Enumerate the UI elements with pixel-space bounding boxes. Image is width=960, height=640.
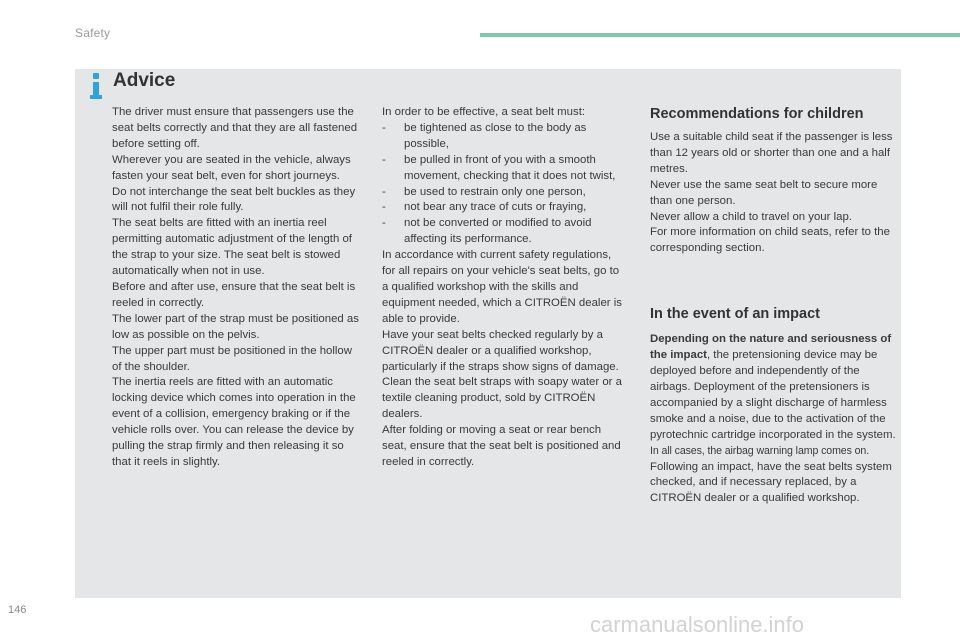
info-icon	[90, 73, 102, 99]
watermark: carmanualsonline.info	[590, 612, 805, 637]
paragraph: Never allow a child to travel on your lap.	[650, 210, 852, 223]
paragraph: The inertia reels are fitted with an automatic locking device which comes into operation in the event of a collision, emergency braking or if the vehicle rolls over. You can release the device by pulling the strap firmly and then releasing it so that it reels in slightly.	[112, 376, 356, 468]
paragraph: Depending on the nature and seriousness of the impact, the pretensioning device may be deployed before and independently of the airbags. Deployment of the pretensioners is accompanied by a slight discharge of harmless smoke and a noise, due to the activation of the pyrotechnic cartridge incorporated in the system.	[650, 333, 896, 441]
header-rule	[480, 33, 960, 37]
paragraph: Use a suitable child seat if the passenger is less than 12 years old or shorter than one and a half metres.	[650, 131, 893, 175]
bold-lead: Depending on the nature and seriousness of the impact	[650, 333, 892, 362]
advice-column-3	[650, 105, 900, 507]
paragraph: Do not interchange the seat belt buckles as they will not fulfil their role fully.	[112, 185, 356, 214]
dash-bullet: -	[382, 201, 386, 214]
paragraph: The lower part of the strap must be positioned as low as possible on the pelvis.	[112, 312, 359, 341]
list-item: - be used to restrain only one person,	[382, 185, 624, 201]
advice-title: Advice	[113, 70, 176, 91]
page-number: 146	[8, 604, 27, 616]
paragraph: For more information on child seats, refer to the corresponding section.	[650, 226, 890, 255]
paragraph: Never use the same seat belt to secure more than one person.	[650, 178, 878, 207]
list-item: - not bear any trace of cuts or fraying,	[382, 200, 624, 216]
dash-bullet: -	[382, 121, 386, 134]
dash-bullet: -	[382, 185, 386, 198]
paragraph: The upper part must be positioned in the hollow of the shoulder.	[112, 344, 352, 373]
airbag-note: In all cases, the airbag warning lamp comes on.	[650, 444, 870, 457]
paragraph: Before and after use, ensure that the seat belt is reeled in correctly.	[112, 280, 356, 309]
paragraph: The seat belts are fitted with an inertia reel permitting automatic adjustment of the length of the strap to your size. The seat belt is stowed automatically when not in use.	[112, 217, 352, 278]
list-intro: In order to be effective, a seat belt must:	[382, 106, 586, 118]
paragraph: Clean the seat belt straps with soapy water or a textile cleaning product, sold by CITROËN dealers.	[382, 376, 622, 421]
section-label: Safety	[75, 26, 111, 40]
paragraph: Have your seat belts checked regularly by a CITROËN dealer or a qualified workshop, particularly if the straps show signs of damage.	[382, 328, 619, 373]
recommendations-heading: Recommendations for children	[650, 106, 864, 122]
paragraph: Following an impact, have the seat belts system checked, and if necessary replaced, by a CITROËN dealer or a qualified workshop.	[650, 460, 892, 505]
list-item: - be tightened as close to the body as possible,	[382, 121, 587, 150]
paragraph: The driver must ensure that passengers use the seat belts correctly and that they are all fastened before setting off.	[112, 106, 358, 150]
dash-bullet: -	[382, 153, 386, 166]
impact-heading: In the event of an impact	[650, 306, 820, 323]
advice-column-2	[382, 105, 624, 471]
dash-bullet: -	[382, 217, 386, 230]
list-item: - be pulled in front of you with a smooth movement, checking that it does not twist,	[382, 153, 616, 182]
paragraph: Wherever you are seated in the vehicle, always fasten your seat belt, even for short journeys.	[112, 153, 351, 182]
paragraph: After folding or moving a seat or rear bench seat, ensure that the seat belt is positioned and reeled in correctly.	[382, 424, 621, 468]
advice-column-1	[112, 105, 364, 471]
list-item: - not be converted or modified to avoid affecting its performance.	[382, 217, 592, 246]
paragraph: In accordance with current safety regulations, for all repairs on your vehicle's seat belts, go to a qualified workshop with the skills and equipment needed, which a CITROËN dealer is able to provide.	[382, 249, 622, 325]
